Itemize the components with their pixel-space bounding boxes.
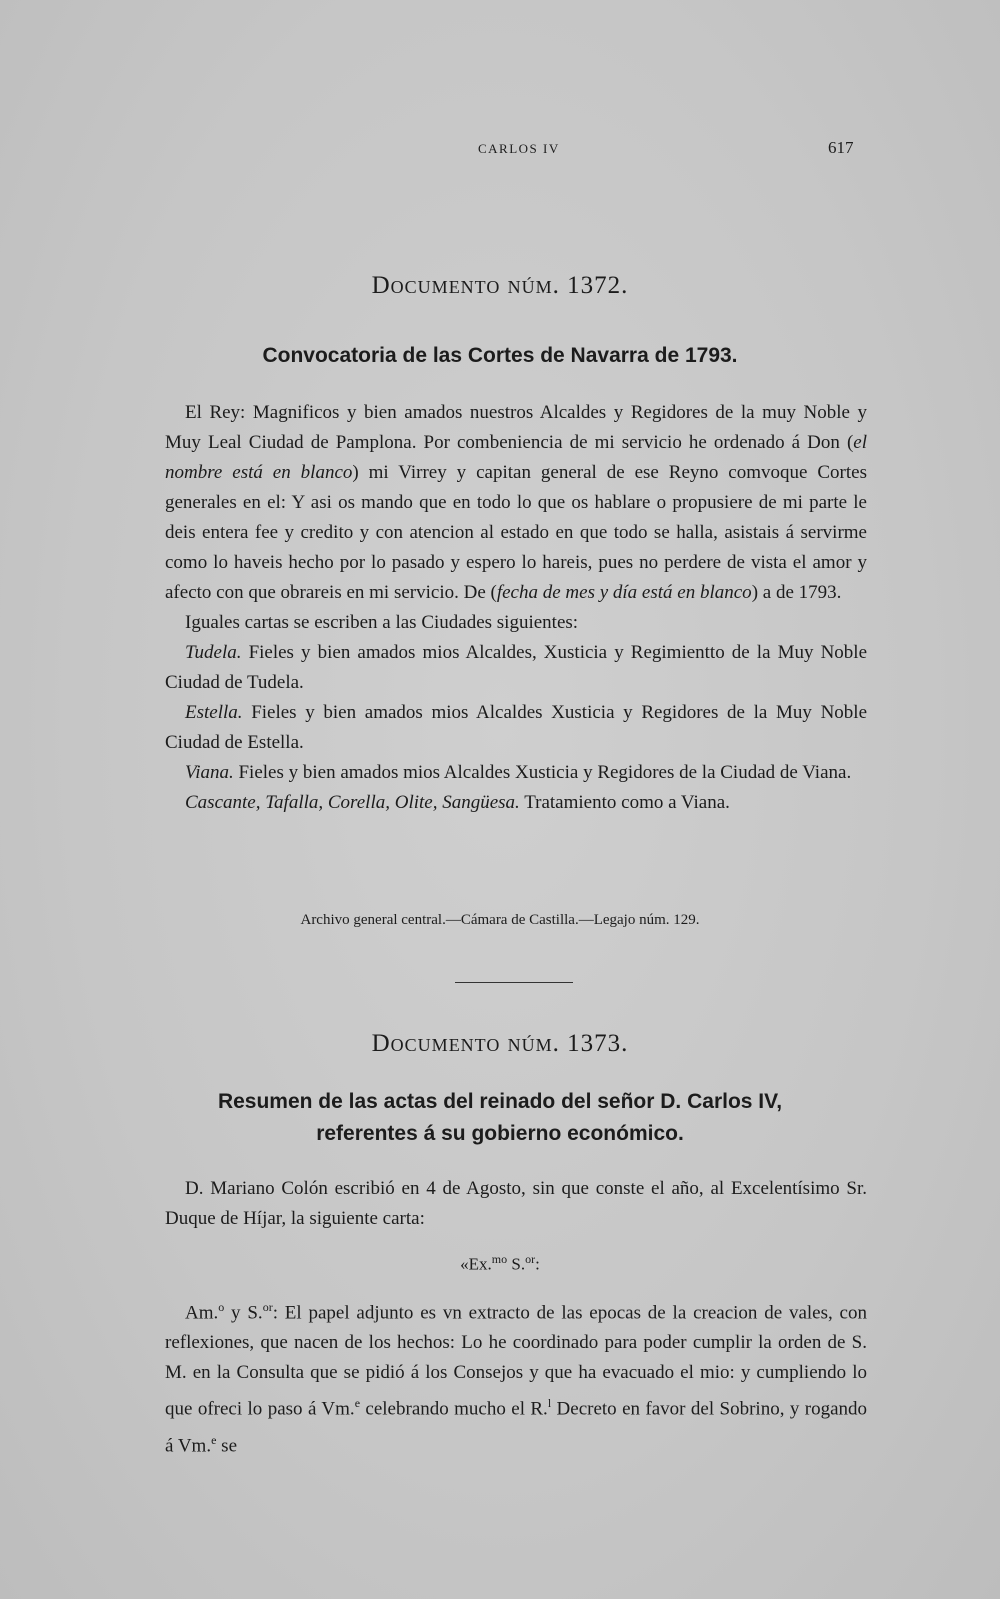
text-run: : <box>535 1254 540 1274</box>
city-name: Cascante, Tafalla, Corella, Olite, Sangüesa. <box>185 792 520 813</box>
city-text: Fieles y bien amados mios Alcaldes, Xusticia y Regimientto de la Muy Noble Ciudad de Tudela. <box>165 642 867 693</box>
page-number: 617 <box>828 138 854 157</box>
text-run: S. <box>507 1254 526 1274</box>
text-run: ) mi Virrey y capitan general de ese Reyno comvoque Cortes generales en el: Y asi os mando que en todo lo que os hablare o propusiere de mi parte le deis entera fee y credito y con atencion al estado en que todo se halla, asistais á servirme como lo haveis hecho por lo pasado y espero lo hareis, pues no perdere de vista el amor y afecto con que obrareis en mi servicio. De ( <box>165 462 867 603</box>
letter-paragraph <box>165 1292 867 1461</box>
superscript: o <box>218 1300 225 1314</box>
city-text: Tratamiento como a Viana. <box>519 792 730 813</box>
running-head <box>0 138 1000 165</box>
text-run: y S. <box>224 1302 263 1324</box>
running-title: CARLOS IV <box>478 141 560 156</box>
section-divider <box>455 982 573 983</box>
italic-note: el nombre está en blanco <box>165 432 867 483</box>
city-entry-others <box>165 788 867 818</box>
intro-paragraph: D. Mariano Colón escribió en 4 de Agosto, sin que conste el año, al Excelentísimo Sr. Duque de Híjar, la siguiente carta: <box>165 1178 867 1229</box>
archive-source: Archivo general central.—Cámara de Castilla.—Legajo núm. 129. <box>300 912 700 928</box>
city-entry-tudela <box>165 638 867 698</box>
city-name: Tudela. <box>185 642 242 663</box>
city-entry-viana <box>165 758 867 788</box>
text-run: : El papel adjunto es vn extracto de las epocas de la creacion de vales, con reflexiones, que nacen de los hechos: Lo he coordinado para poder cumplir la orden de S. M. en la Consulta que se pidió á los Consejos y que ha evacuado el mio: y cumpliendo lo que ofreci lo paso á Vm. <box>165 1302 867 1420</box>
city-text: Fieles y bien amados mios Alcaldes Xusticia y Regidores de la Ciudad de Viana. <box>233 762 852 783</box>
superscript: e <box>211 1432 217 1447</box>
royal-letter-paragraph <box>165 398 867 608</box>
city-text: Fieles y bien amados mios Alcaldes Xusticia y Regidores de la Muy Noble Ciudad de Estella. <box>165 702 867 753</box>
document-heading-1372: Documento núm. 1372. <box>371 272 629 299</box>
city-name: Viana. <box>185 762 234 783</box>
text-run: «Ex. <box>460 1254 492 1274</box>
superscript: l <box>547 1396 552 1411</box>
letter-body <box>165 1292 867 1461</box>
document-body-1372 <box>165 398 867 818</box>
cities-intro: Iguales cartas se escriben a las Ciudades siguientes: <box>185 612 579 633</box>
text-run: celebrando mucho el R. <box>360 1398 548 1420</box>
italic-note: fecha de mes y día está en blanco <box>496 582 752 603</box>
document-title-1372: Convocatoria de las Cortes de Navarra de 1793. <box>262 344 738 367</box>
superscript: mo <box>491 1252 508 1266</box>
title-line: Resumen de las actas del reinado del señor D. Carlos IV, <box>217 1090 783 1113</box>
letter-salutation <box>0 1252 1000 1275</box>
superscript: or <box>262 1300 273 1314</box>
text-run: se <box>216 1434 237 1456</box>
text-run: Decreto en favor del Sobrino, y rogando á Vm. <box>165 1398 868 1456</box>
document-title-1373 <box>0 1086 1000 1150</box>
document-body-1373 <box>165 1174 867 1234</box>
text-run: El Rey: Magnificos y bien amados nuestros Alcaldes y Regidores de la muy Noble y Muy Leal Ciudad de Pamplona. Por combeniencia de mi servicio he ordenado á Don ( <box>165 402 867 453</box>
text-run: Am. <box>185 1302 219 1324</box>
superscript: e <box>354 1396 361 1411</box>
text-run: ) a de 1793. <box>751 582 842 603</box>
title-line: referentes á su gobierno económico. <box>316 1122 684 1145</box>
city-entry-estella <box>165 698 867 758</box>
city-name: Estella. <box>185 702 243 723</box>
document-heading-1373: Documento núm. 1373. <box>371 1030 629 1057</box>
superscript: or <box>525 1252 536 1266</box>
